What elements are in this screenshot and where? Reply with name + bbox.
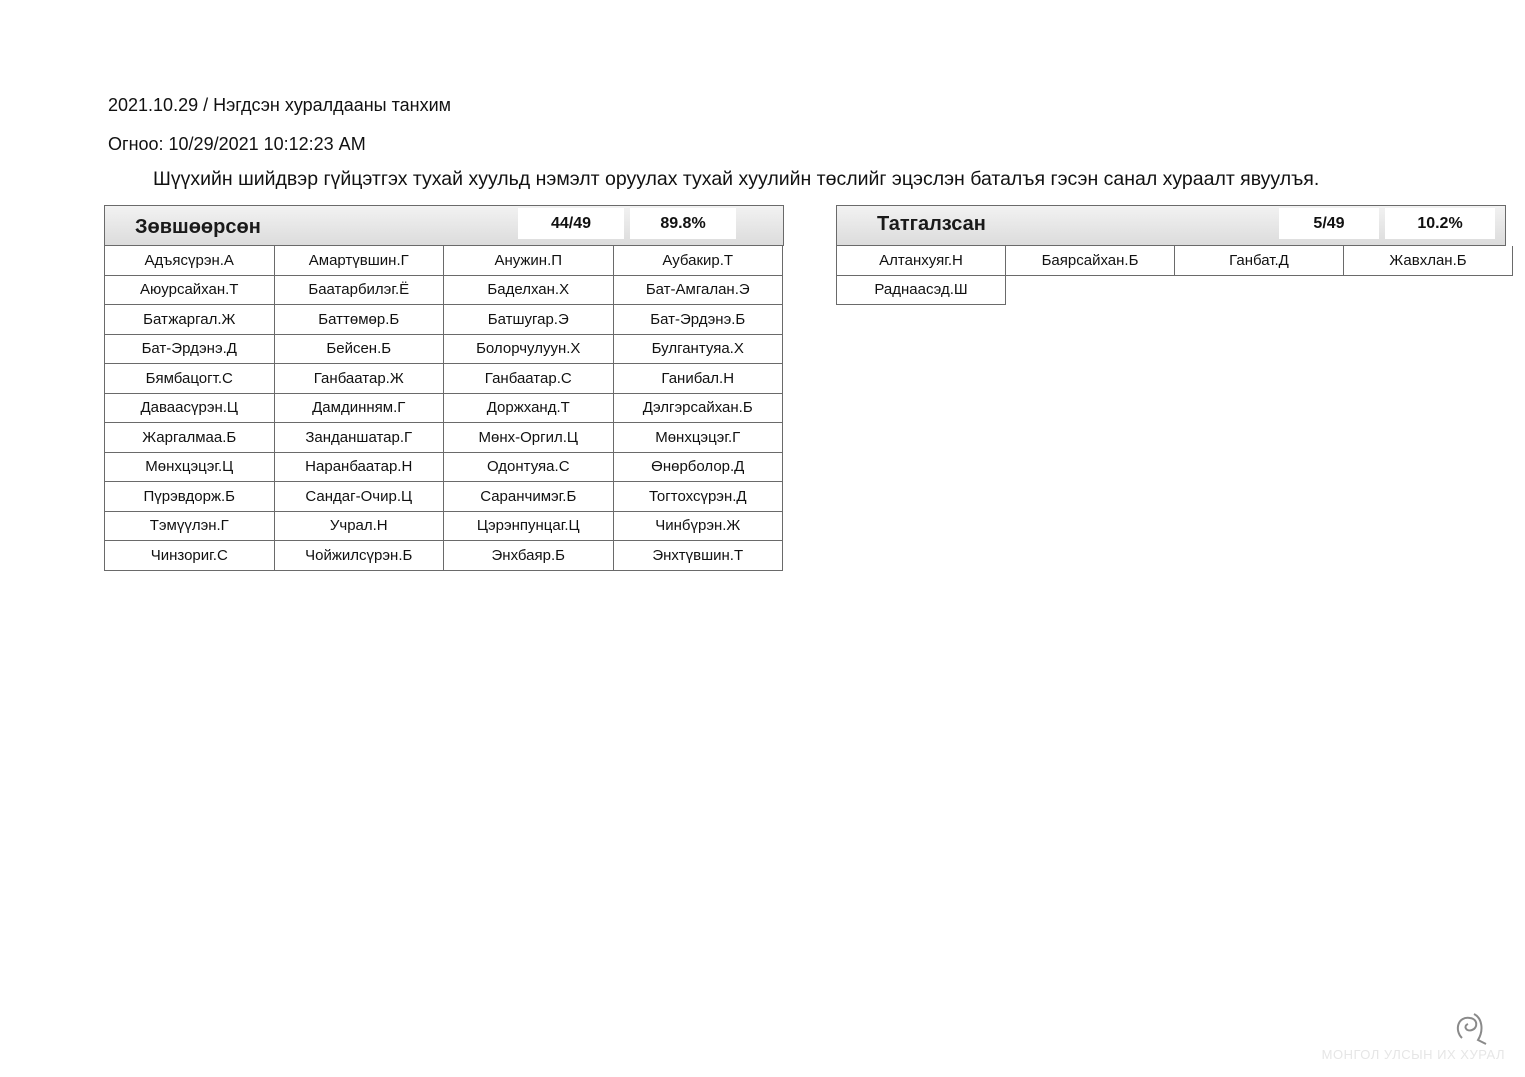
voter-name-cell: Бат-Амгалан.Э	[614, 276, 784, 306]
voter-name-cell: Ганибал.Н	[614, 364, 784, 394]
voter-name-cell: Мөнх-Оргил.Ц	[444, 423, 614, 453]
voter-name-cell: Жавхлан.Б	[1344, 246, 1513, 276]
reject-section	[836, 205, 1506, 305]
approve-header	[104, 205, 784, 246]
voter-name-cell: Бейсен.Б	[275, 335, 445, 365]
approve-title: Зөвшөөрсөн	[135, 216, 261, 238]
voter-name-cell: Саранчимэг.Б	[444, 482, 614, 512]
voter-name-cell: Дамдинням.Г	[275, 394, 445, 424]
voter-name-cell: Тэмүүлэн.Г	[105, 512, 275, 542]
voter-name-cell: Батжаргал.Ж	[105, 305, 275, 335]
voter-name-cell: Ганбаатар.Ж	[275, 364, 445, 394]
voter-name-cell: Дэлгэрсайхан.Б	[614, 394, 784, 424]
voter-name-cell: Мөнхцэцэг.Г	[614, 423, 784, 453]
voter-name-cell: Занданшатар.Г	[275, 423, 445, 453]
voter-name-cell: Батшугар.Э	[444, 305, 614, 335]
voter-name-cell: Өнөрболор.Д	[614, 453, 784, 483]
voter-name-cell: Ганбаатар.С	[444, 364, 614, 394]
voter-name-cell: Чойжилсүрэн.Б	[275, 541, 445, 571]
voter-name-cell: Болорчулуун.Х	[444, 335, 614, 365]
voter-name-cell: Пүрэвдорж.Б	[105, 482, 275, 512]
voter-name-cell: Бат-Эрдэнэ.Б	[614, 305, 784, 335]
voter-name-cell: Энхбаяр.Б	[444, 541, 614, 571]
voter-name-cell: Доржханд.Т	[444, 394, 614, 424]
vote-date: Огноо: 10/29/2021 10:12:23 AM	[108, 134, 366, 154]
voter-name-cell: Тогтохсүрэн.Д	[614, 482, 784, 512]
voter-name-cell: Учрал.Н	[275, 512, 445, 542]
reject-percent: 10.2%	[1385, 208, 1495, 239]
voter-name-cell: Баатарбилэг.Ё	[275, 276, 445, 306]
voter-name-cell: Ганбат.Д	[1175, 246, 1344, 276]
voter-name-cell: Анужин.П	[444, 246, 614, 276]
reject-title: Татгалзсан	[877, 213, 986, 235]
voter-name-cell: Мөнхцэцэг.Ц	[105, 453, 275, 483]
voter-name-cell: Баярсайхан.Б	[1006, 246, 1175, 276]
voter-name-cell: Раднаасэд.Ш	[837, 276, 1006, 306]
voter-name-cell: Баттөмөр.Б	[275, 305, 445, 335]
voter-name-cell: Аубакир.Т	[614, 246, 784, 276]
approve-count: 44/49	[518, 208, 624, 239]
voter-name-cell: Одонтуяа.С	[444, 453, 614, 483]
parliament-emblem-icon	[1448, 1008, 1498, 1048]
voter-name-cell: Алтанхуяг.Н	[837, 246, 1006, 276]
voter-name-cell: Наранбаатар.Н	[275, 453, 445, 483]
approve-percent: 89.8%	[630, 208, 736, 239]
voter-name-cell: Адъясүрэн.А	[105, 246, 275, 276]
voter-name-cell: Даваасүрэн.Ц	[105, 394, 275, 424]
voter-name-cell: Баделхан.Х	[444, 276, 614, 306]
voter-name-cell: Чинзориг.С	[105, 541, 275, 571]
voter-name-cell: Амартүвшин.Г	[275, 246, 445, 276]
voter-name-cell: Бат-Эрдэнэ.Д	[105, 335, 275, 365]
voter-name-cell: Аюурсайхан.Т	[105, 276, 275, 306]
motion-text: Шүүхийн шийдвэр гүйцэтгэх тухай хуульд нэмэлт оруулах тухай хуулийн төслийг эцэслэн баталъя гэсэн санал хураалт явуулъя.	[153, 168, 1320, 190]
voter-name-cell: Цэрэнпунцаг.Ц	[444, 512, 614, 542]
voter-name-cell: Энхтүвшин.Т	[614, 541, 784, 571]
reject-names-table	[836, 246, 1506, 305]
voter-name-cell: Чинбүрэн.Ж	[614, 512, 784, 542]
approve-names-table	[104, 246, 784, 571]
voter-name-cell: Булгантуяа.Х	[614, 335, 784, 365]
session-title: 2021.10.29 / Нэгдсэн хуралдааны танхим	[108, 95, 452, 115]
voter-name-cell: Сандаг-Очир.Ц	[275, 482, 445, 512]
voter-name-cell: Жаргалмаа.Б	[105, 423, 275, 453]
reject-count: 5/49	[1279, 208, 1379, 239]
watermark-text: МОНГОЛ УЛСЫН ИХ ХУРАЛ	[1321, 1047, 1505, 1062]
approve-section	[104, 205, 784, 571]
voter-name-cell: Бямбацогт.С	[105, 364, 275, 394]
reject-header	[836, 205, 1506, 246]
